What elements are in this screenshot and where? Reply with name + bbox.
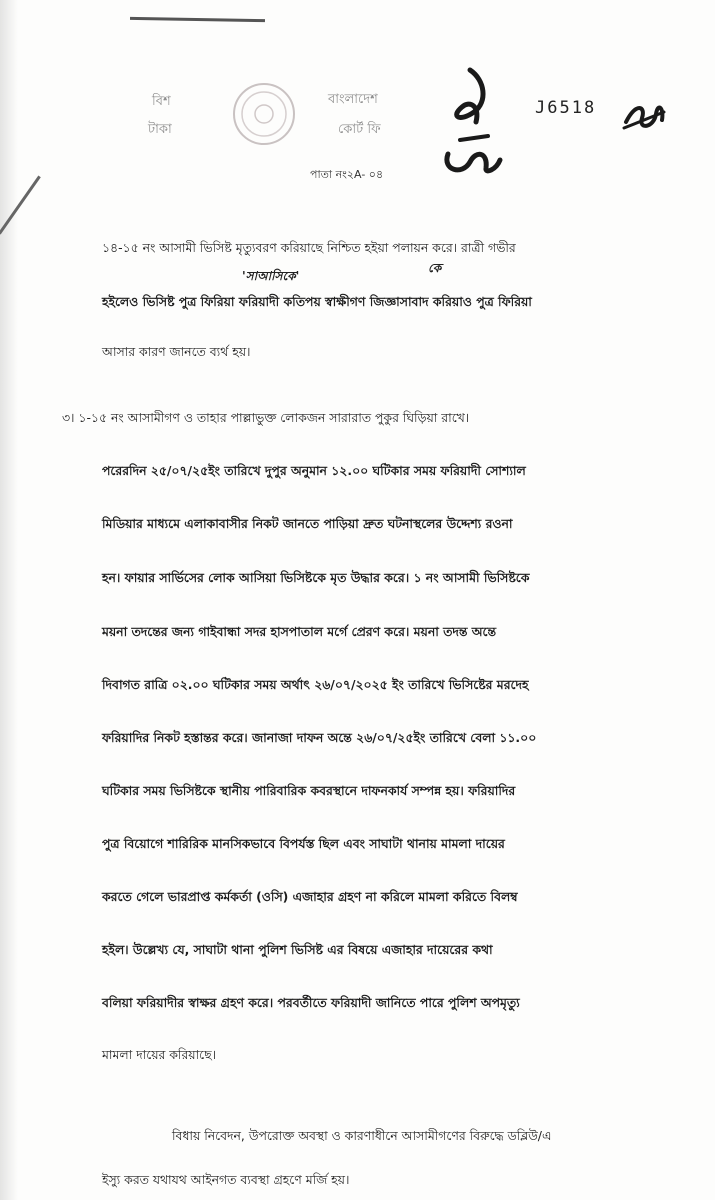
- body-line-16: মামলা দায়ের করিয়াছে।: [102, 1047, 217, 1062]
- stamp-type-text: কোর্ট ফি: [338, 122, 381, 137]
- stamp-country-text: বাংলাদেশ: [328, 92, 378, 107]
- body-line-3: আসার কারণ জানতে ব্যর্থ হয়।: [102, 344, 251, 359]
- top-rule-mark: [130, 17, 265, 22]
- handwritten-suffix: কে: [428, 261, 442, 275]
- body-line-15: বলিয়া ফরিয়াদীর স্বাক্ষর গ্রহণ করে। পরবর্তীতে ফরিয়াদী জানিতে পারে পুলিশ অপমৃত্যু: [102, 995, 520, 1010]
- closing-line-2: ইস্যু করত যথাযথ আইনগত ব্যবস্থা গ্রহণে মর্জি হয়।: [102, 1172, 350, 1187]
- handwritten-insertion: 'সাআসিকে': [242, 269, 300, 283]
- body-line-2: হইলেও ভিসিষ্ট পুত্র ফিরিয়া ফরিয়াদী কতিপয় স্বাক্ষীগণ জিজ্ঞাসাবাদ করিয়াও পুত্র ফিরিয়া: [102, 294, 532, 309]
- body-line-8: ময়না তদন্তের জন্য গাইবান্ধা সদর হাসপাতাল মর্গে প্রেরণ করে। ময়না তদন্ত অন্তে: [102, 624, 497, 639]
- body-line-10: ফরিয়াদির নিকট হস্তান্তর করে। জানাজা দাফন অন্তে ২৬/০৭/২৫ইং তারিখে বেলা ১১.০০: [102, 730, 537, 745]
- stamp-seal-icon: [228, 78, 300, 150]
- body-line-1: ১৪-১৫ নং আসামী ভিসিষ্ট মৃত্যুবরণ করিয়াছে নিশ্চিত হইয়া পলায়ন করে। রাত্রী গভীর: [102, 240, 516, 255]
- body-line-6: মিডিয়ার মাধ্যমে এলাকাবাসীর নিকট জানতে পাড়িয়া দ্রুত ঘটনাস্থলের উদ্দেশ্য রওনা: [102, 516, 513, 531]
- body-line-12: পুত্র বিয়োগে শারিরিক মানসিকভাবে বিপর্যস্ত ছিল এবং সাঘাটা থানায় মামলা দায়ের: [102, 836, 505, 851]
- closing-line-1: বিধায় নিবেদন, উপরোক্ত অবস্থা ও কারণাধীনে আসামীগণের বিরুদ্ধে ডব্লিউ/এ: [172, 1128, 552, 1143]
- body-line-5: পরেরদিন ২৫/০৭/২৫ইং তারিখে দুপুর অনুমান ১২.০০ ঘটিকার সময় ফরিয়াদী সোশ্যাল: [102, 463, 526, 478]
- body-line-9: দিবাগত রাত্রি ০২.০০ ঘটিকার সময় অর্থাৎ ২৬/০৭/২০২৫ ইং তারিখে ভিসিষ্টের মরদেহ: [102, 677, 529, 692]
- handwritten-signature-center: [430, 62, 510, 177]
- body-line-7: হন। ফায়ার সার্ভিসের লোক আসিয়া ভিসিষ্টকে মৃত উদ্ধার করে। ১ নং আসামী ভিসিষ্টকে: [102, 570, 530, 585]
- stamp-value-text: বিশ: [152, 94, 171, 109]
- scan-edge-shadow: [0, 0, 18, 1200]
- handwritten-signature-right: [620, 92, 668, 138]
- page-code: পাতা নং২A- ০৪: [310, 168, 384, 181]
- body-line-11: ঘটিকার সময় ভিসিষ্টকে স্থানীয় পারিবারিক কবরস্থানে দাফনকার্য সম্পন্ন হয়। ফরিয়াদির: [102, 783, 516, 798]
- body-line-14: হইল। উল্লেখ্য যে, সাঘাটা থানা পুলিশ ভিসিষ্ট এর বিষয়ে এজাহার দায়েরের কথা: [102, 942, 493, 957]
- body-line-13: করতে গেলে ভারপ্রাপ্ত কর্মকর্তা (ওসি) এজাহার গ্রহণ না করিলে মামলা করিতে বিলম্ব: [102, 889, 518, 904]
- stamp-serial-number: J6518: [535, 98, 597, 118]
- stamp-currency-text: টাকা: [148, 122, 172, 137]
- body-line-4: ৩। ১-১৫ নং আসামীগণ ও তাহার পাল্লাভুক্ত লোকজন সারারাত পুকুর ঘিড়িয়া রাখে।: [62, 410, 470, 425]
